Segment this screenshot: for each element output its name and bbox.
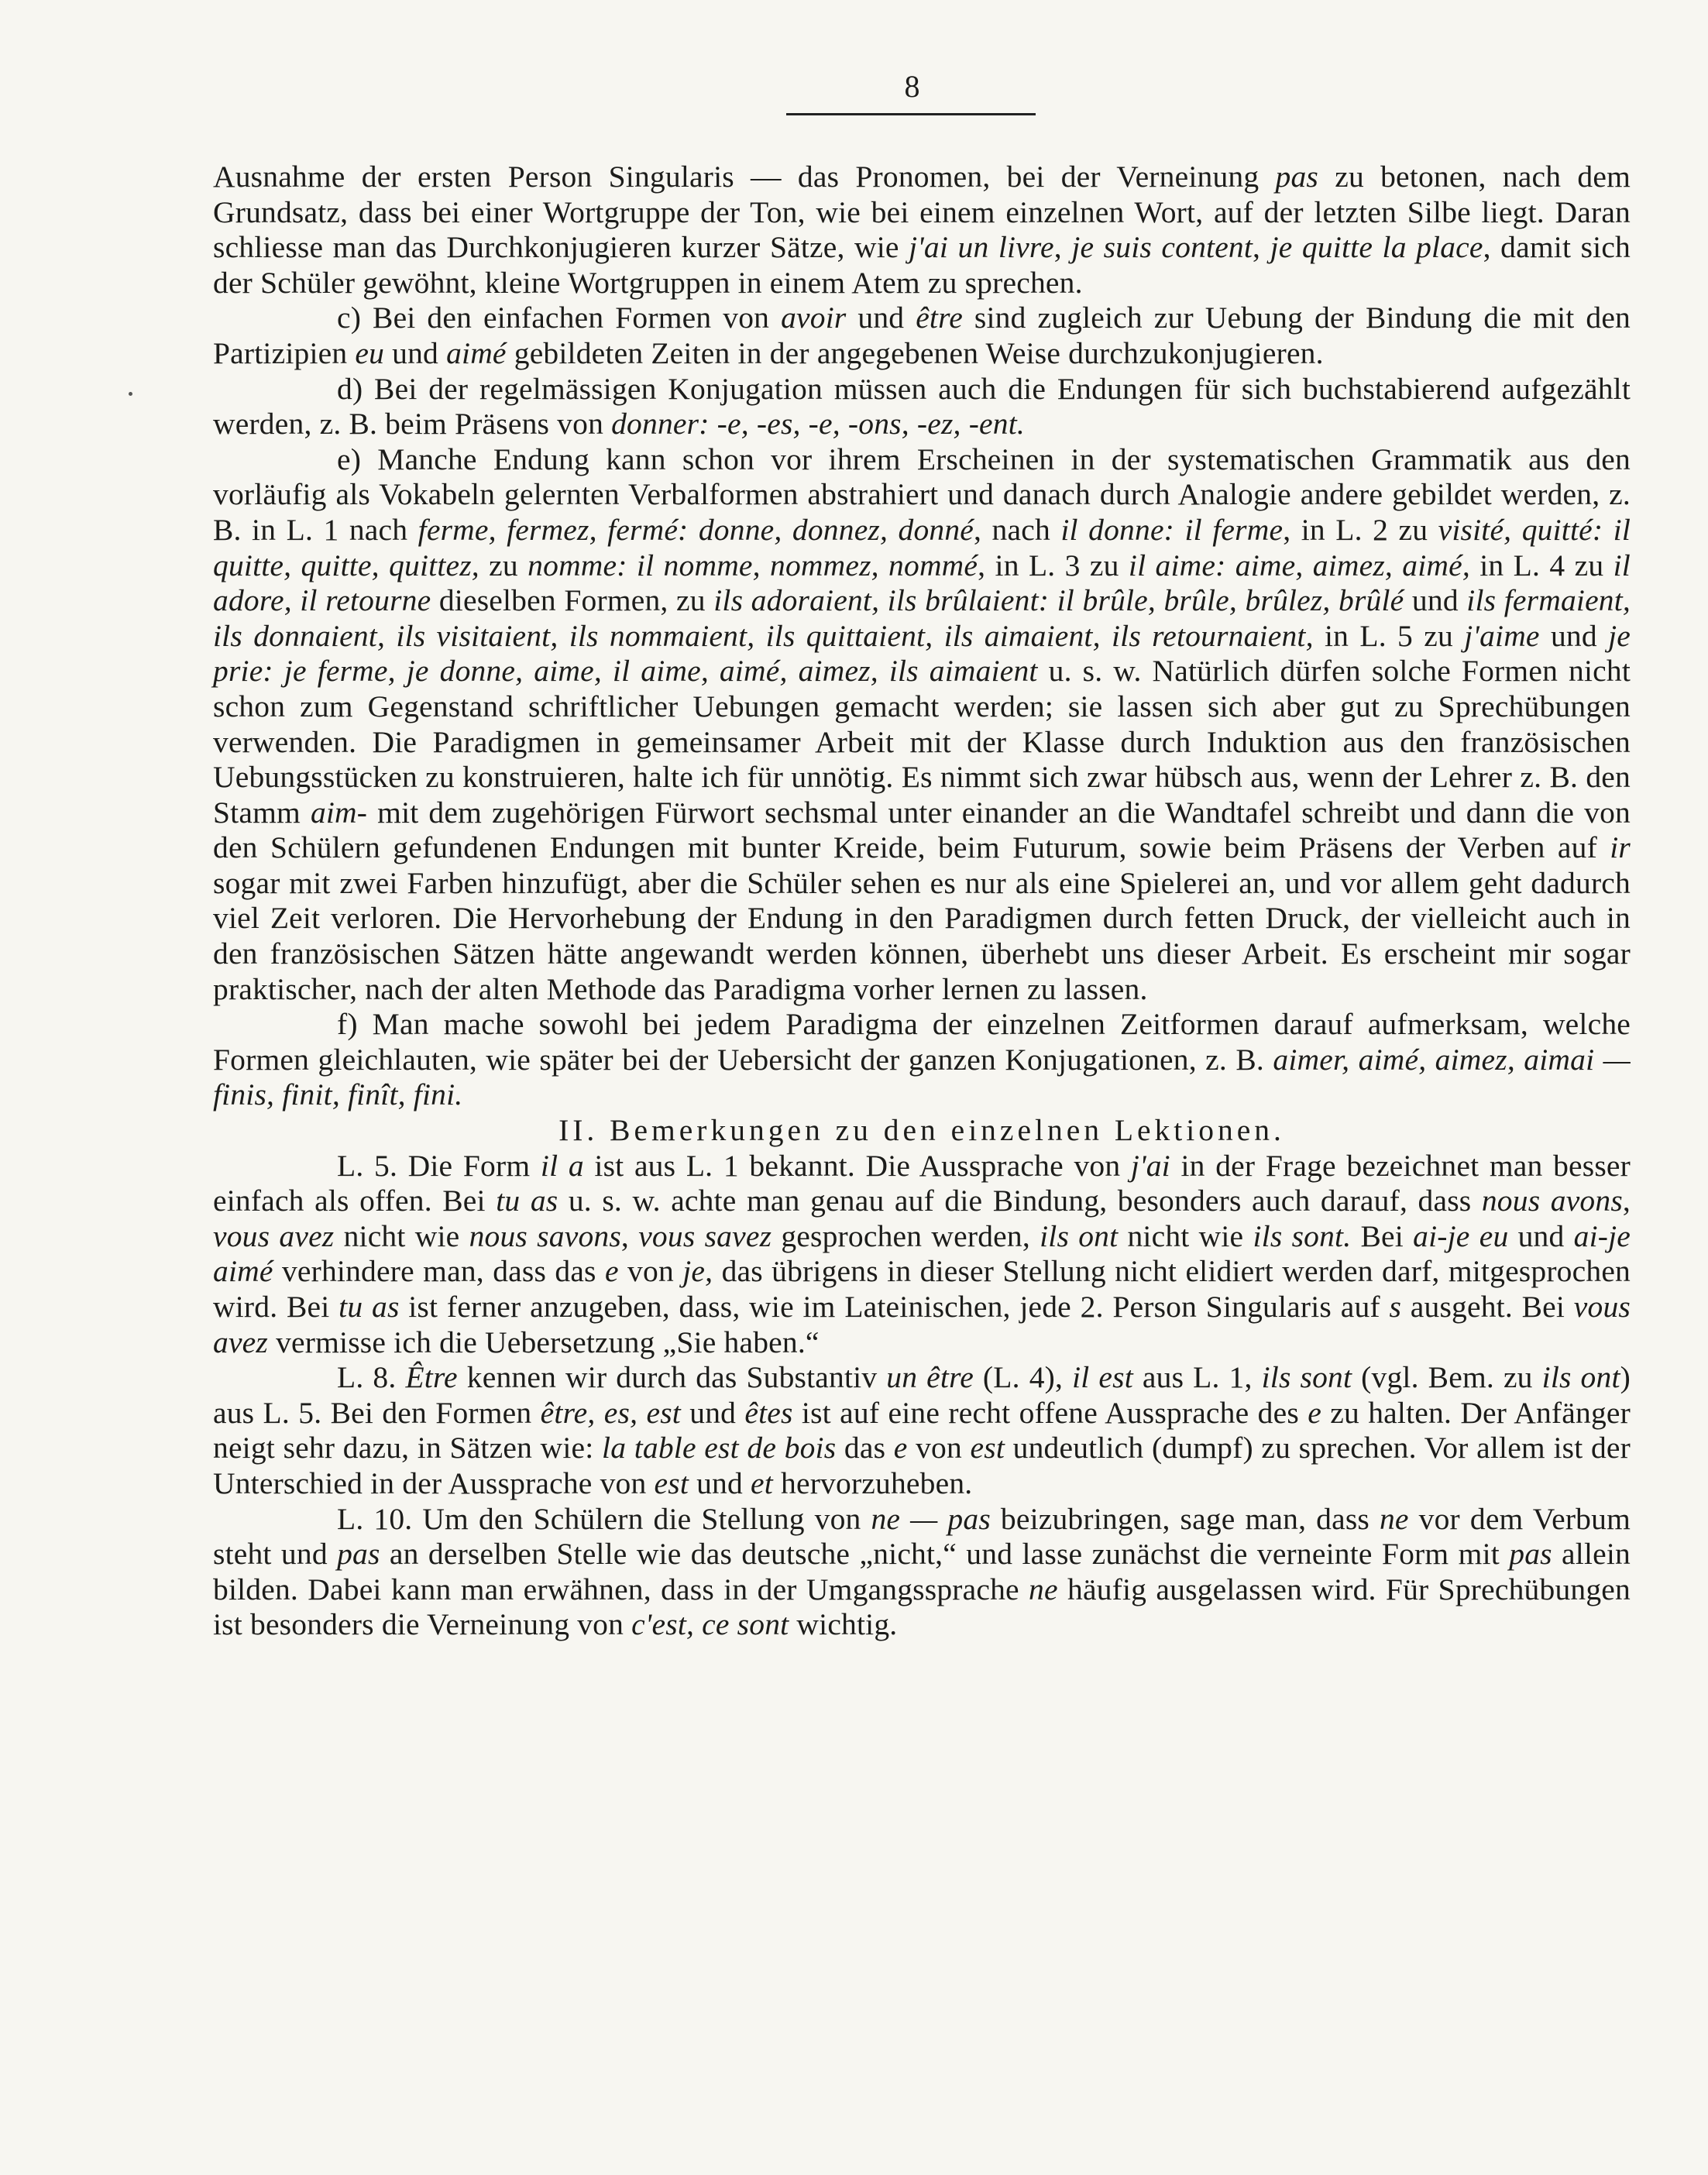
text-run: L. 10. Um den Schülern die Stellung von — [337, 1501, 871, 1536]
text-run: beizubringen, sage man, dass — [990, 1501, 1380, 1536]
italic-text: e — [604, 1254, 619, 1289]
italic-text: il adore, il retourne — [213, 548, 1631, 618]
italic-text: être — [916, 301, 963, 335]
text-run: , in L. 2 zu — [1283, 512, 1438, 547]
italic-text: je suis content — [1071, 230, 1253, 265]
italic-text: aimé — [446, 335, 507, 370]
text-run: u. s. w. achte man genau auf die Bindung, besonders auch darauf, dass — [558, 1184, 1482, 1218]
text-run: mit dem zugehörigen Fürwort sechsmal unter einander an die Wandtafel schreibt und dann die von den Schülern gefundenen Endungen mit bunter Kreide, beim Futurum, sowie beim Präsens der Verben auf — [213, 795, 1631, 865]
text-run: d) Bei der regelmässigen Konjugation müssen auch die Endungen für sich buchstabierend aufgezählt werden, z. B. beim Präsens von — [213, 371, 1631, 442]
italic-text: êtes — [744, 1395, 793, 1430]
italic-text: j'aime — [1464, 618, 1540, 653]
text-run: u. s. w. Natürlich dürfen solche Formen nicht schon zum Gegenstand schriftlicher Uebungen gemacht werden; sie lassen sich aber gut zu Sprechübungen verwenden. Die Paradigmen in gemeinsamer Arbeit mit der Klasse durch Induktion aus den französischen Uebungsstücken zu konstruieren, halte ich für unnötig. Es nimmt sich zwar hübsch aus, wenn der Lehrer z. B. den Stamm — [213, 654, 1631, 830]
text-run: e) Manche Endung kann schon vor ihrem Erscheinen in der systematischen Grammatik aus den vorläufig als Vokabeln gelernten Verbalformen abstrahiert und danach durch Analogie andere gebildet werden, z. B. in L. 1 nach — [213, 442, 1631, 547]
italic-text: avoir — [781, 301, 847, 335]
italic-text: aimer, aimé, aimez, aimai — finis, finit, finît, fini. — [213, 1042, 1631, 1112]
italic-text: e — [893, 1431, 908, 1465]
italic-text: vous avez — [213, 1218, 335, 1253]
italic-text: ils ont — [1040, 1218, 1119, 1253]
text-run: allein bilden. Dabei kann man erwähnen, dass in der Umgangssprache — [213, 1537, 1631, 1606]
text-run: zu betonen, nach dem Grundsatz, dass bei einer Wortgruppe der Ton, wie bei einem einzelnen Wort, auf der letzten Silbe liegt. Daran schliesse man das Durchkonjugieren kurzer Sätze, wie — [213, 160, 1631, 265]
text-run: und — [1404, 583, 1467, 618]
italic-text: un être — [886, 1360, 974, 1395]
italic-text: ils fermaient, ils donnaient, ils visitaient, ils nommaient, ils quittaient, ils aimaient, ils retournaient, — [213, 583, 1631, 653]
italic-text: ils sont. — [1253, 1218, 1352, 1253]
italic-text: ne — [1379, 1501, 1409, 1536]
body-text — [213, 160, 1631, 1643]
text-run: und — [384, 335, 447, 370]
text-run: (L. 4), — [973, 1360, 1073, 1395]
text-run: L. 5. Die Form — [337, 1148, 541, 1183]
italic-text: ne — [1029, 1572, 1058, 1606]
italic-text: je prie: je ferme, je donne, aime, il aime, aimé, aimez, ils aimaient — [213, 618, 1631, 689]
text-run: ist auf eine recht offene Aussprache des — [792, 1395, 1308, 1430]
text-run: und — [689, 1465, 751, 1500]
italic-text: ils ont — [1541, 1360, 1620, 1395]
text-run: ausgeht. Bei — [1401, 1290, 1574, 1324]
paragraph-lesson-10 — [213, 1502, 1631, 1643]
text-run: das — [836, 1431, 894, 1465]
text-run: und — [1539, 618, 1609, 653]
italic-text: ils sont — [1261, 1360, 1352, 1395]
italic-text: la table est de bois — [602, 1431, 837, 1465]
italic-text: et — [751, 1465, 773, 1500]
section-heading — [213, 1113, 1631, 1149]
text-run: , — [1053, 230, 1072, 265]
italic-text: tu as — [496, 1184, 558, 1218]
text-run: , nach — [974, 512, 1061, 547]
italic-text: vous savez — [638, 1218, 772, 1253]
italic-text: pas — [337, 1537, 380, 1572]
text-run: und — [1508, 1218, 1574, 1253]
italic-text: visité, quitté: il quitte, quitte, quittez, — [213, 512, 1631, 582]
text-run: aus L. 1, — [1132, 1360, 1262, 1395]
text-run: , in L. 3 zu — [978, 548, 1129, 582]
paragraph-lesson-5 — [213, 1149, 1631, 1361]
text-run: zu halten. Der Anfänger neigt sehr dazu, in Sätzen wie: — [213, 1395, 1631, 1465]
text-run: und — [846, 301, 916, 335]
text-run: II. Bemerkungen zu den einzelnen Lektionen. — [558, 1113, 1285, 1148]
italic-text: ferme, fermez, fermé: donne, donnez, donné — [418, 512, 974, 547]
italic-text: nomme: il nomme, nommez, nommé — [528, 548, 978, 582]
italic-text: ai-je eu — [1413, 1218, 1509, 1253]
italic-text: est — [654, 1465, 689, 1500]
italic-text: e — [1308, 1395, 1321, 1430]
text-run: ist aus L. 1 bekannt. Die Aussprache von — [583, 1148, 1131, 1183]
text-run: gebildeten Zeiten in der angegebenen Weise durchzukonjugieren. — [506, 335, 1324, 370]
italic-text: c'est, ce sont — [631, 1607, 789, 1642]
text-run: häufig ausgelassen wird. Für Sprechübungen ist besonders die Verneinung von — [213, 1572, 1631, 1642]
text-run: in L. 4 zu — [1469, 548, 1613, 582]
italic-text: s — [1389, 1290, 1402, 1324]
margin-speck — [129, 392, 132, 396]
paragraph-continuation — [213, 160, 1631, 301]
text-run: , — [1622, 1184, 1631, 1218]
italic-text: il aime: aime, aimez, aimé, — [1128, 548, 1470, 582]
header-rule — [786, 113, 1036, 115]
text-run: und — [680, 1395, 745, 1430]
paragraph-lesson-8 — [213, 1360, 1631, 1501]
italic-text: je quitte la place — [1270, 230, 1483, 265]
italic-text: pas — [1275, 160, 1319, 194]
text-run: ) aus L. 5. Bei den Formen — [213, 1360, 1631, 1430]
text-run: nicht wie — [1118, 1218, 1253, 1253]
italic-text: j'ai — [1130, 1148, 1170, 1183]
italic-text: aim- — [310, 795, 368, 830]
text-run: sind zugleich zur Uebung der Bindung die mit den Partizipien — [213, 301, 1631, 370]
text-run: zu — [479, 548, 528, 582]
text-run: ist ferner anzugeben, dass, wie im Lateinischen, jede 2. Person Singularis auf — [399, 1290, 1390, 1324]
text-run: , — [620, 1218, 639, 1253]
text-run: sogar mit zwei Farben hinzufügt, aber die Schüler sehen es nur als eine Spielerei an, und vor allem geht dadurch viel Zeit verloren. Die Hervorhebung der Endung in den Paradigmen durch fetten Druck, der vielleicht auch in den französischen Sätzen hätte angewandt werden können, überhebt uns dieser Arbeit. Es erscheint mir sogar praktischer, nach der alten Methode das Paradigma vorher lernen zu lassen. — [213, 865, 1631, 1006]
text-run: , — [1253, 230, 1270, 265]
text-run: undeutlich (dumpf) zu sprechen. Vor allem ist der Unterschied in der Aussprache von — [213, 1431, 1631, 1500]
paragraph-c — [213, 301, 1631, 371]
text-run: (vgl. Bem. zu — [1352, 1360, 1542, 1395]
italic-text: est — [970, 1431, 1005, 1465]
text-run: von — [907, 1431, 971, 1465]
text-run: in der Frage bezeichnet man besser einfach als offen. Bei — [213, 1148, 1631, 1218]
page-number: 8 — [904, 69, 920, 104]
italic-text: il donne: il ferme — [1060, 512, 1284, 547]
italic-text: donner: -e, -es, -e, -ons, -ez, -ent. — [611, 407, 1025, 442]
text-run: dieselben Formen, zu — [431, 583, 714, 618]
italic-text: il a — [540, 1148, 584, 1183]
text-run: L. 8. — [337, 1360, 406, 1395]
italic-text: ils adoraient, ils brûlaient: il brûle, brûle, brûlez, brûlé — [713, 583, 1404, 618]
text-run: hervorzuheben. — [772, 1465, 973, 1500]
page-header — [0, 71, 1708, 102]
text-run: vermisse ich die Uebersetzung „Sie haben.“ — [268, 1325, 820, 1359]
text-run: c) Bei den einfachen Formen von — [337, 301, 782, 335]
italic-text: nous savons — [469, 1218, 621, 1253]
italic-text: ai-je aimé — [213, 1218, 1631, 1289]
italic-text: tu as — [339, 1290, 400, 1324]
text-run: das übrigens in dieser Stellung nicht elidiert werden darf, mitgesprochen wird. Bei — [213, 1254, 1631, 1324]
italic-text: pas — [1509, 1537, 1552, 1572]
italic-text: je, — [682, 1254, 713, 1289]
text-run: vor dem Verbum steht und — [213, 1501, 1631, 1572]
italic-text: eu — [355, 335, 385, 370]
italic-text: ne — pas — [871, 1501, 991, 1536]
text-run: in L. 5 zu — [1313, 618, 1465, 653]
italic-text: j'ai un livre — [909, 230, 1054, 265]
text-run: nicht wie — [334, 1218, 469, 1253]
paragraph-f — [213, 1007, 1631, 1113]
italic-text: être, es, est — [540, 1395, 681, 1430]
text-run: gesprochen werden, — [772, 1218, 1040, 1253]
italic-text: il est — [1072, 1360, 1133, 1395]
text-run: von — [618, 1254, 683, 1289]
text-run: an derselben Stelle wie das deutsche „nicht,“ und lasse zunächst die verneinte Form mit — [380, 1537, 1510, 1572]
italic-text: vous avez — [213, 1290, 1631, 1359]
text-run: , damit sich der Schüler gewöhnt, kleine Wortgruppen in einem Atem zu sprechen. — [213, 230, 1631, 300]
text-run: verhindere man, dass das — [273, 1254, 605, 1289]
text-run: f) Man mache sowohl bei jedem Paradigma der einzelnen Zeitformen darauf aufmerksam, welche Formen gleichlauten, wie später bei der Uebersicht der ganzen Konjugationen, z. B. — [213, 1007, 1631, 1077]
text-run: kennen wir durch das Substantiv — [457, 1360, 887, 1395]
italic-text: nous avons — [1481, 1184, 1623, 1218]
italic-text: Être — [405, 1360, 458, 1395]
paragraph-d — [213, 372, 1631, 442]
italic-text: ir — [1610, 830, 1631, 865]
text-run: Bei — [1351, 1218, 1414, 1253]
text-run: Ausnahme der ersten Person Singularis — das Pronomen, bei der Verneinung — [213, 160, 1276, 194]
paragraph-e — [213, 442, 1631, 1008]
text-run: wichtig. — [789, 1607, 898, 1642]
